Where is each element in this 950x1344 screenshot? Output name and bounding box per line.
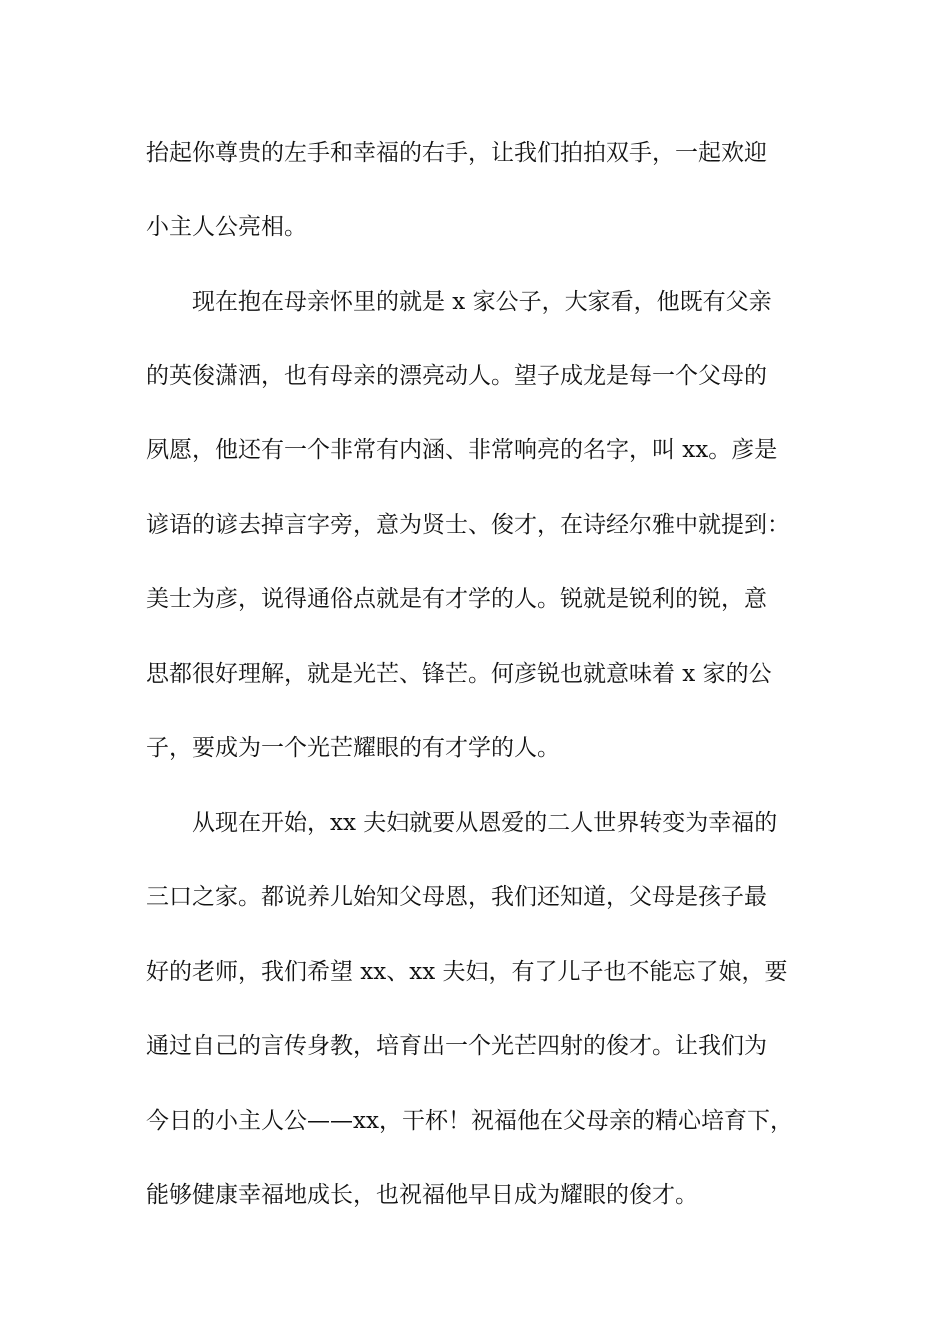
text-line-10: 从现在开始，xx 夫妇就要从恩爱的二人世界转变为幸福的	[146, 810, 778, 836]
text-line-6: 谚语的谚去掉言字旁，意为贤士、俊才，在诗经尔雅中就提到：	[146, 512, 790, 538]
text-line-12: 好的老师，我们希望 xx、xx 夫妇，有了儿子也不能忘了娘，要	[146, 959, 788, 985]
text-line-4: 的英俊潇洒，也有母亲的漂亮动人。望子成龙是每一个父母的	[146, 363, 767, 389]
text-line-1: 抬起你尊贵的左手和幸福的右手，让我们拍拍双手，一起欢迎	[146, 140, 767, 166]
text-line-15: 能够健康幸福地成长，也祝福他早日成为耀眼的俊才。	[146, 1182, 698, 1208]
text-line-3: 现在抱在母亲怀里的就是 x 家公子，大家看，他既有父亲	[146, 289, 772, 315]
text-line-14: 今日的小主人公——xx，干杯！祝福他在父母亲的精心培育下，	[146, 1108, 793, 1134]
text-line-9: 子，要成为一个光芒耀眼的有才学的人。	[146, 735, 560, 761]
text-line-7: 美士为彦，说得通俗点就是有才学的人。锐就是锐利的锐，意	[146, 586, 767, 612]
text-line-5: 夙愿，他还有一个非常有内涵、非常响亮的名字，叫 xx。彦是	[146, 437, 778, 463]
text-line-8: 思都很好理解，就是光芒、锋芒。何彦锐也就意味着 x 家的公	[146, 661, 772, 687]
text-line-11: 三口之家。都说养儿始知父母恩，我们还知道，父母是孩子最	[146, 884, 767, 910]
text-line-13: 通过自己的言传身教，培育出一个光芒四射的俊才。让我们为	[146, 1033, 767, 1059]
text-line-2: 小主人公亮相。	[146, 214, 307, 240]
